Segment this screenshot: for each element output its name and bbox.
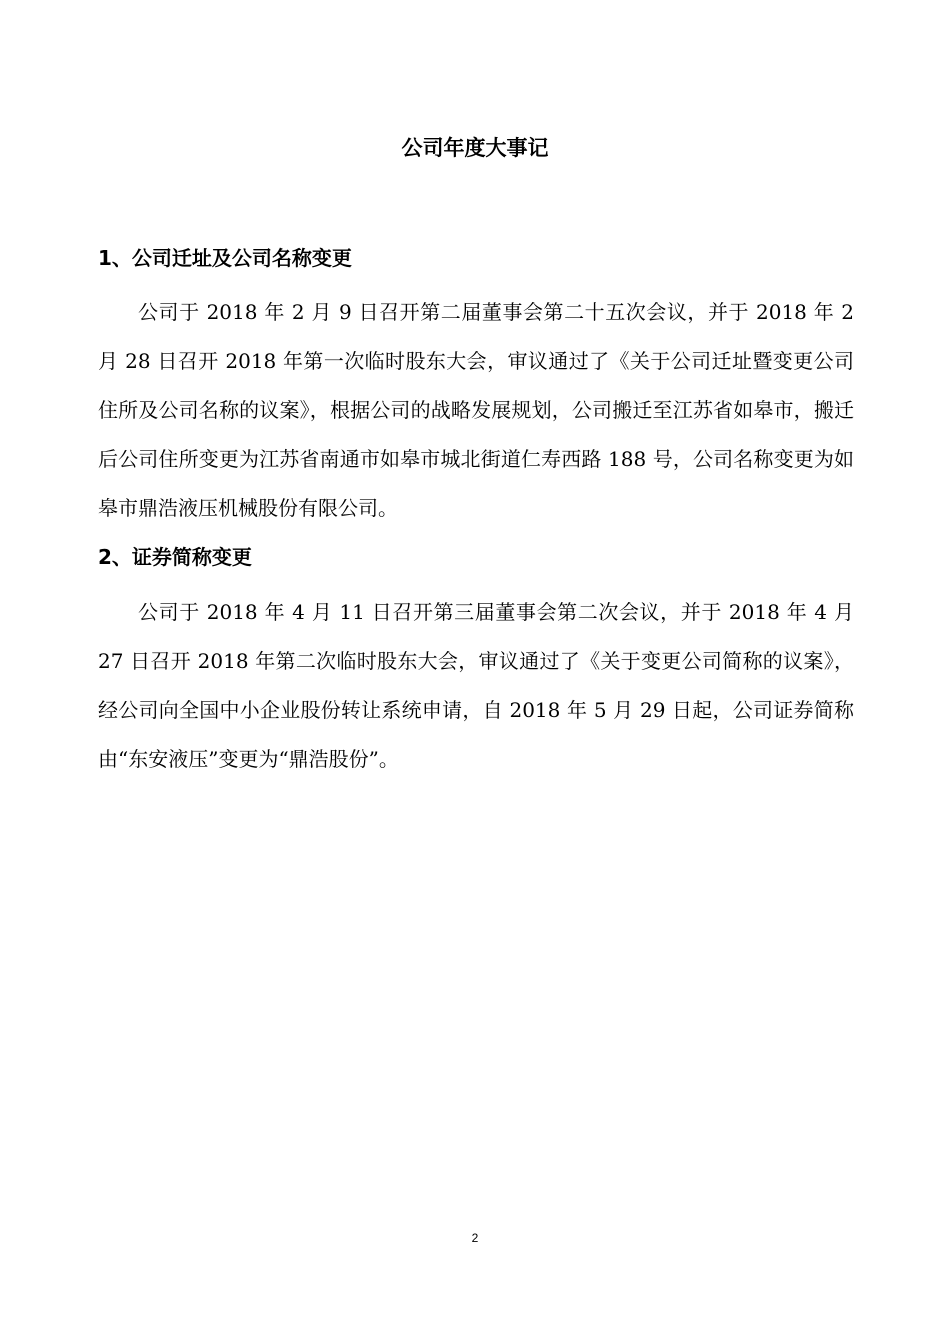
section-body-relocation: 公司于 2018 年 2 月 9 日召开第二届董事会第二十五次会议，并于 2018 年 2 月 28 日召开 2018 年第一次临时股东大会，审议通过了《关于公司迁址暨变更公司住所及公司名称的议案》，根据公司的战略发展规划，公司搬迁至江苏省如皋市，搬迁后公司住所变更为江苏省南通市如皋市城北街道仁寿西路 188 号，公司名称变更为如皋市鼎浩液压机械股份有限公司。 xyxy=(98,300,854,520)
page-number: 2 xyxy=(471,1231,479,1245)
section-heading-ticker-change: 2、证券简称变更 xyxy=(98,545,252,569)
section-heading-relocation: 1、公司迁址及公司名称变更 xyxy=(98,246,352,270)
page-title: 公司年度大事记 xyxy=(401,136,549,160)
section-body-ticker-change: 公司于 2018 年 4 月 11 日召开第三届董事会第二次会议，并于 2018 年 4 月 27 日召开 2018 年第二次临时股东大会，审议通过了《关于变更公司简称的议案》，经公司向全国中小企业股份转让系统申请，自 2018 年 5 月 29 日起，公司证券简称由“东安液压”变更为“鼎浩股份”。 xyxy=(98,600,854,771)
